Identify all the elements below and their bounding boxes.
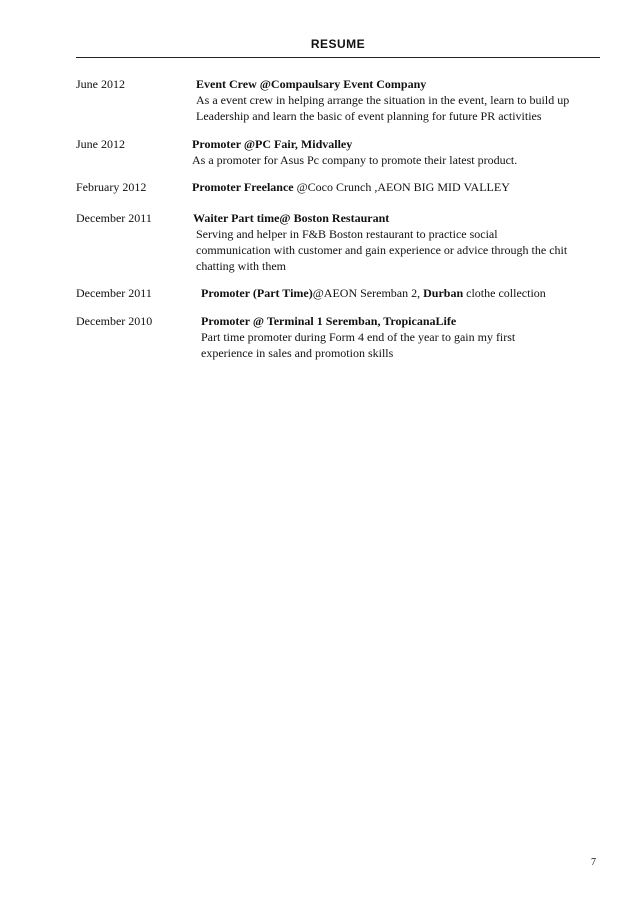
entry-description-line: As a promoter for Asus Pc company to promote their latest product.: [192, 153, 518, 167]
entry-title: Promoter Freelance: [192, 180, 294, 194]
entry-description-line: communication with customer and gain experience or advice through the chit: [196, 243, 568, 257]
header-divider: [76, 57, 600, 58]
entry-date: June 2012: [76, 137, 125, 151]
entry-date: June 2012: [76, 77, 125, 91]
entry-date: December 2010: [76, 314, 153, 328]
entry-description-line: experience in sales and promotion skills: [201, 346, 394, 360]
entry-title: Promoter @PC Fair, Midvalley: [192, 137, 353, 151]
entry-title-detail: @Coco Crunch ,AEON BIG MID VALLEY: [293, 180, 510, 194]
entry-body: [192, 179, 510, 195]
entry-body: [196, 76, 569, 124]
entry-description-line: Serving and helper in F&B Boston restaurant to practice social: [196, 227, 498, 241]
entry-body: [201, 313, 515, 361]
entry-date: December 2011: [76, 286, 152, 300]
entry-date: February 2012: [76, 180, 147, 194]
entry-description-line: Leadership and learn the basic of event planning for future PR activities: [196, 109, 542, 123]
entry-body: [193, 210, 567, 274]
entry-description-line: As a event crew in helping arrange the situation in the event, learn to build up: [196, 93, 570, 107]
entry-title-detail-end: clothe collection: [463, 286, 546, 300]
entry-title-detail: @AEON Seremban 2,: [312, 286, 424, 300]
page-title: RESUME: [310, 37, 366, 51]
entry-date: December 2011: [76, 211, 152, 225]
entry-description-line: Part time promoter during Form 4 end of the year to gain my first: [201, 330, 516, 344]
entry-title-line: [192, 179, 510, 195]
entry-description-line: chatting with them: [196, 259, 286, 273]
entry-title-brand: Durban: [423, 286, 464, 300]
entry-title: Waiter Part time@ Boston Restaurant: [193, 211, 390, 225]
entry-title: Promoter (Part Time): [201, 286, 313, 300]
entry-title: Event Crew @Compaulsary Event Company: [196, 77, 427, 91]
entry-title: Promoter @ Terminal 1 Seremban, TropicanaLife: [201, 314, 457, 328]
entry-body: [192, 136, 517, 168]
entry-body: [201, 285, 546, 301]
page-number: 7: [591, 857, 596, 868]
entry-title-line: [201, 285, 546, 301]
